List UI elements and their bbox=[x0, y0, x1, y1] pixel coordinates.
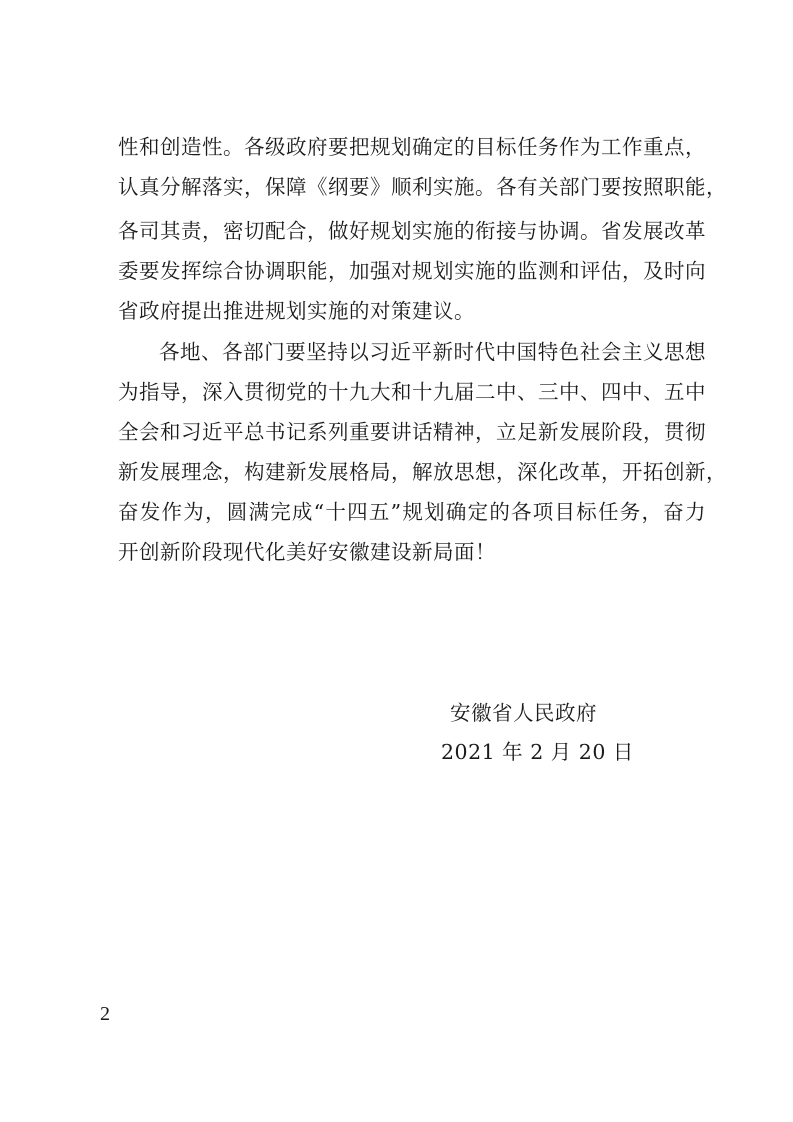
text-line: 奋发作为，圆满完成“十四五”规划确定的各项目标任务，奋力 bbox=[118, 500, 706, 524]
text-line: 开创新阶段现代化美好安徽建设新局面！ bbox=[118, 540, 496, 564]
issuer-name: 安徽省人民政府 bbox=[450, 701, 597, 725]
text-line: 全会和习近平总书记系列重要讲话精神，立足新发展阶段，贯彻 bbox=[118, 420, 706, 444]
text-line: 省政府提出推进规划实施的对策建议。 bbox=[118, 299, 475, 323]
text-line: 委要发挥综合协调职能，加强对规划实施的监测和评估，及时向 bbox=[118, 259, 706, 283]
text-line: 各地、各部门要坚持以习近平新时代中国特色社会主义思想 bbox=[159, 340, 706, 364]
text-line: 性和创造性。各级政府要把规划确定的目标任务作为工作重点， bbox=[118, 135, 706, 159]
text-line: 新发展理念，构建新发展格局，解放思想，深化改革，开拓创新， bbox=[118, 460, 727, 484]
text-line: 为指导，深入贯彻党的十九大和十九届二中、三中、四中、五中 bbox=[118, 380, 706, 404]
page-number: 2 bbox=[100, 1003, 110, 1025]
text-line: 各司其责，密切配合，做好规划实施的衔接与协调。省发展改革 bbox=[118, 219, 706, 243]
text-line: 认真分解落实，保障《纲要》顺利实施。各有关部门要按照职能， bbox=[118, 175, 727, 199]
issue-date: 2021 年 2 月 20 日 bbox=[441, 740, 634, 764]
